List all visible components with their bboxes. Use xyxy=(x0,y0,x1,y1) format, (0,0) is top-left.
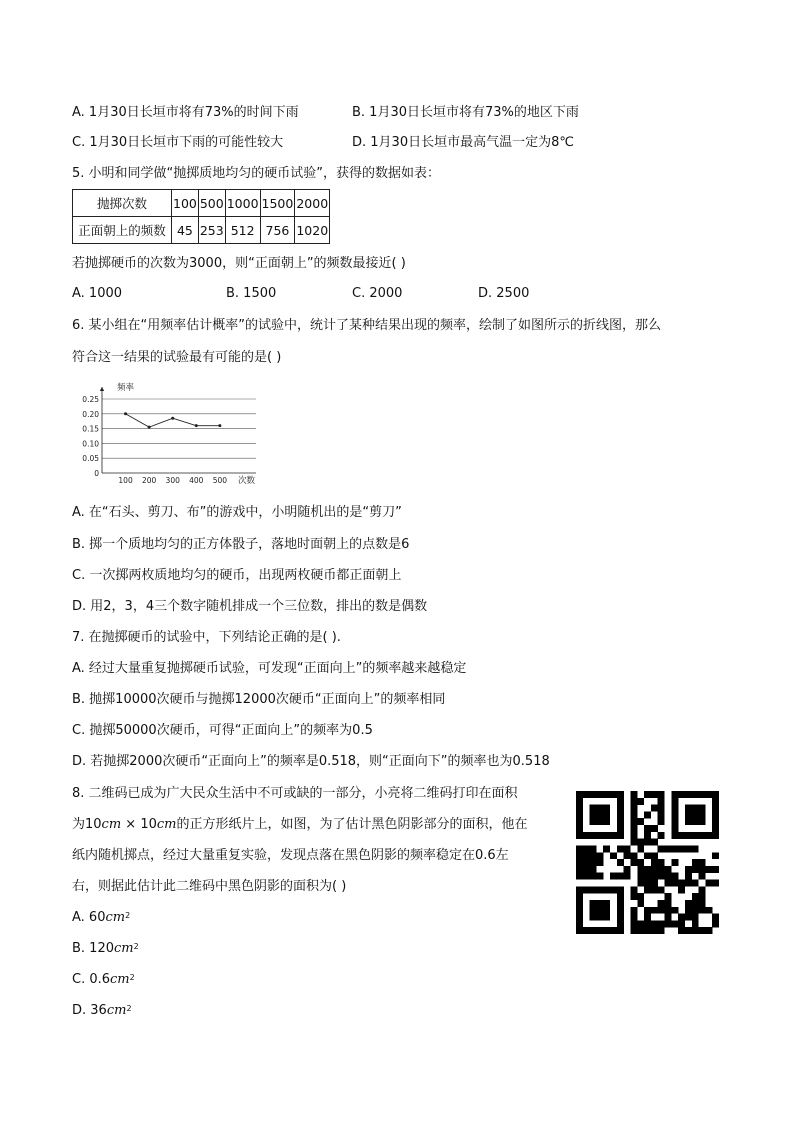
q5-option-b: B. 1500 xyxy=(226,286,277,301)
x-tick-label: 500 xyxy=(212,476,228,485)
q6-option-d: D. 用2，3，4三个数字随机排成一个三位数，排出的数是偶数 xyxy=(72,599,428,614)
table-cell: 正面朝上的频数 xyxy=(73,217,172,244)
q8-line1: 8. 二维码已成为广大民众生活中不可或缺的一部分，小亮将二维码打印在面积 xyxy=(72,786,518,801)
table-cell: 500 xyxy=(198,190,225,217)
table-cell: 2000 xyxy=(295,190,330,217)
q4-option-a: A. 1月30日长垣市将有73%的时间下雨 xyxy=(72,105,299,120)
q4-option-d: D. 1月30日长垣市最高气温一定为8℃ xyxy=(352,135,574,150)
y-axis-label: 频率 xyxy=(117,383,135,393)
x-axis-label: 次数 xyxy=(238,476,256,486)
q8-option-c xyxy=(72,972,135,988)
y-tick-label: 0 xyxy=(94,469,99,478)
chart-axes xyxy=(100,387,256,475)
y-tick-label: 0.05 xyxy=(82,454,99,464)
table-row xyxy=(73,190,330,217)
q8-line2-prefix: 为10 xyxy=(72,817,102,832)
unit-exponent: 2 xyxy=(129,973,135,982)
x-tick-label: 100 xyxy=(118,476,133,485)
y-axis-arrow xyxy=(100,387,104,391)
unit-cm: cm xyxy=(106,1003,127,1018)
q7-option-d: D. 若抛掷2000次硬币“正面向上”的频率是0.518，则“正面向下”的频率也为0.518 xyxy=(72,754,550,769)
y-tick-label: 0.25 xyxy=(82,395,99,404)
q7-option-a: A. 经过大量重复抛掷硬币试验，可发现“正面向上”的频率越来越稳定 xyxy=(72,661,467,676)
q7-stem: 7. 在抛掷硬币的试验中，下列结论正确的是( ). xyxy=(72,630,341,645)
q5-option-a: A. 1000 xyxy=(72,286,123,301)
x-tick-label: 200 xyxy=(141,476,157,485)
table-cell: 253 xyxy=(198,217,225,244)
frequency-line-chart xyxy=(70,381,256,487)
series-line xyxy=(126,414,220,427)
q6-option-b: B. 掷一个质地均匀的正方体骰子，落地时面朝上的点数是6 xyxy=(72,537,410,552)
q7-option-c: C. 抛掷50000次硬币，可得“正面向上”的频率为0.5 xyxy=(72,723,373,738)
unit-exponent: 2 xyxy=(125,911,131,920)
x-tick-label: 300 xyxy=(165,476,180,485)
table-row xyxy=(73,217,330,244)
q4-option-c: C. 1月30日长垣市下雨的可能性较大 xyxy=(72,135,284,150)
chart-y-ticks xyxy=(82,395,99,478)
data-point xyxy=(124,412,127,415)
qr-code-icon xyxy=(574,791,721,934)
data-point xyxy=(148,426,151,429)
q8-line4: 右，则据此估计此二维码中黑色阴影的面积为( ) xyxy=(72,879,347,894)
unit-cm: cm xyxy=(101,817,122,832)
data-point xyxy=(171,417,174,420)
q5-stem: 5. 小明和同学做“抛掷质地均匀的硬币试验”，获得的数据如表： xyxy=(72,166,441,181)
table-cell: 512 xyxy=(225,217,260,244)
q4-option-b: B. 1月30日长垣市将有73%的地区下雨 xyxy=(352,105,579,120)
data-point xyxy=(218,424,221,427)
option-number: C. 0.6 xyxy=(72,972,111,987)
q5-data-table xyxy=(72,189,330,244)
x-tick-label: 400 xyxy=(189,476,204,485)
q5-option-d: D. 2500 xyxy=(478,286,530,301)
table-cell: 1500 xyxy=(260,190,295,217)
chart-gridlines xyxy=(102,399,256,458)
option-number: B. 120 xyxy=(72,941,114,956)
chart-points xyxy=(124,412,221,428)
unit-cm: cm xyxy=(156,817,177,832)
q6-option-c: C. 一次掷两枚质地均匀的硬币，出现两枚硬币都正面朝上 xyxy=(72,568,402,583)
q8-option-d xyxy=(72,1003,132,1019)
y-tick-label: 0.15 xyxy=(82,424,99,434)
unit-exponent: 2 xyxy=(126,1004,132,1013)
q8-line2 xyxy=(72,817,527,833)
unit-cm: cm xyxy=(110,972,130,987)
table-cell: 45 xyxy=(172,217,199,244)
unit-cm: cm xyxy=(105,910,126,925)
table-cell: 100 xyxy=(172,190,199,217)
option-number: A. 60 xyxy=(72,910,106,925)
y-tick-label: 0.20 xyxy=(82,409,99,419)
data-point xyxy=(195,424,198,427)
q6-stem-line2: 符合这一结果的试验最有可能的是( ) xyxy=(72,350,282,365)
q8-line2-suffix: 的正方形纸片上，如图，为了估计黑色阴影部分的面积，他在 xyxy=(176,817,528,832)
q6-option-a: A. 在“石头、剪刀、布”的游戏中，小明随机出的是“剪刀” xyxy=(72,505,402,520)
q6-stem-line1: 6. 某小组在“用频率估计概率”的试验中，统计了某种结果出现的频率，绘制了如图所示的折线图，那么 xyxy=(72,318,662,333)
table-cell: 1020 xyxy=(295,217,330,244)
times-sign: × 10 xyxy=(121,817,157,832)
q7-option-b: B. 抛掷10000次硬币与抛掷12000次硬币“正面向上”的频率相同 xyxy=(72,692,446,707)
option-number: D. 36 xyxy=(72,1003,107,1018)
chart-x-ticks xyxy=(118,476,227,485)
q5-question: 若抛掷硬币的次数为3000，则“正面朝上”的频数最接近( ) xyxy=(72,256,406,271)
y-tick-label: 0.10 xyxy=(82,439,99,449)
q8-line3: 纸内随机掷点，经过大量重复实验，发现点落在黑色阴影的频率稳定在0.6左 xyxy=(72,848,509,863)
unit-exponent: 2 xyxy=(133,942,139,951)
q5-option-c: C. 2000 xyxy=(352,286,403,301)
q8-option-b xyxy=(72,941,139,957)
unit-cm: cm xyxy=(114,941,134,956)
table-cell: 抛掷次数 xyxy=(73,190,172,217)
q8-option-a xyxy=(72,910,130,926)
table-cell: 1000 xyxy=(225,190,260,217)
table-cell: 756 xyxy=(260,217,295,244)
